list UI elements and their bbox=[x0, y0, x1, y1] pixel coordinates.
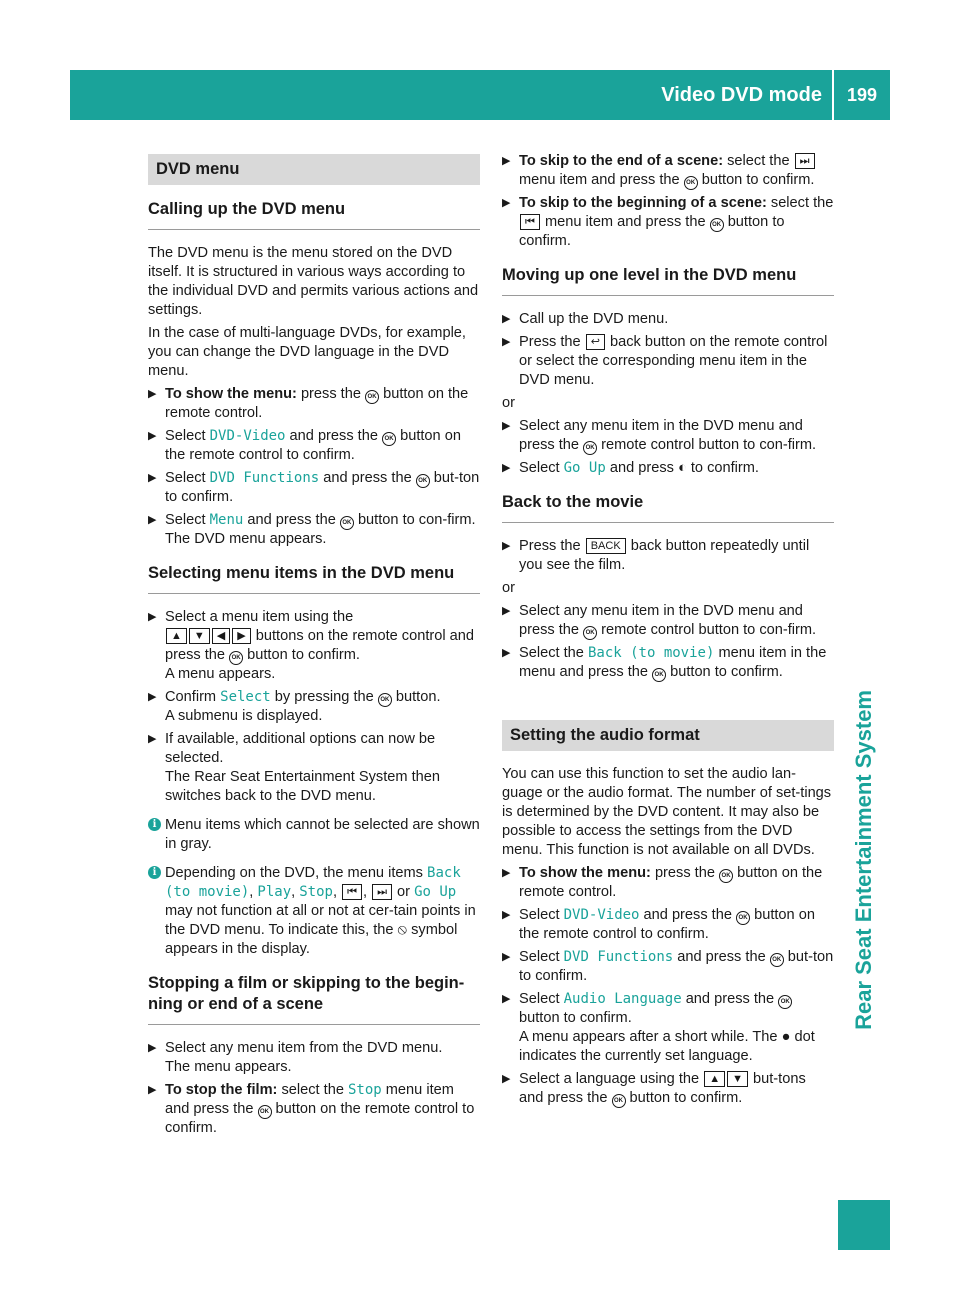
step-text: menu item and press the bbox=[519, 172, 684, 188]
step-text: but-ton to confirm. bbox=[165, 470, 480, 505]
arrow-icon: ▶ bbox=[148, 691, 157, 703]
step bbox=[502, 194, 834, 251]
step bbox=[502, 152, 834, 190]
step bbox=[148, 688, 480, 726]
arrow-icon: ▶ bbox=[148, 472, 157, 484]
step-text: to confirm. bbox=[686, 460, 759, 476]
step-text: and press the bbox=[285, 428, 383, 444]
ok-button-icon: OK bbox=[778, 995, 792, 1009]
arrow-icon: ▶ bbox=[148, 430, 157, 442]
step bbox=[502, 602, 834, 640]
menu-item-dvd-functions: DVD Functions bbox=[563, 949, 674, 965]
arrow-icon: ▶ bbox=[148, 388, 157, 400]
arrow-icon: ▶ bbox=[502, 1073, 511, 1085]
info-icon: i bbox=[148, 818, 161, 831]
dot-icon: ● bbox=[781, 1029, 791, 1045]
step-text: button on the remote control to confirm. bbox=[165, 1101, 475, 1136]
step-text: button to confirm. bbox=[519, 214, 785, 249]
ok-button-icon: OK bbox=[583, 626, 597, 640]
step-text: Select a menu item using the bbox=[165, 609, 354, 625]
left-arrow-key-icon: ◀ bbox=[212, 628, 230, 644]
step-result: A menu appears. bbox=[165, 666, 276, 682]
step-text: Select bbox=[519, 991, 564, 1007]
step-text: remote control button to con-firm. bbox=[597, 622, 817, 638]
step-text: and press the bbox=[243, 512, 340, 528]
arrow-icon: ▶ bbox=[148, 733, 157, 745]
step bbox=[502, 906, 834, 944]
step-text: press the bbox=[650, 865, 720, 881]
step bbox=[148, 469, 480, 507]
arrow-icon: ▶ bbox=[502, 420, 511, 432]
arrow-icon: ▶ bbox=[502, 951, 511, 963]
ok-button-icon: OK bbox=[736, 911, 750, 925]
page-header-title: Video DVD mode bbox=[661, 84, 822, 106]
step bbox=[502, 644, 834, 682]
next-track-icon: ⏭ bbox=[372, 884, 392, 900]
step-text: Press the bbox=[519, 334, 585, 350]
step-text: menu item and press the bbox=[165, 1082, 454, 1117]
prohibited-icon: ⦸ bbox=[397, 922, 408, 938]
step bbox=[148, 385, 480, 423]
heading-moving-up: Moving up one level in the DVD menu bbox=[502, 265, 834, 296]
step-text: Select any menu item in the DVD menu and press the bbox=[519, 418, 803, 453]
step bbox=[502, 333, 834, 390]
up-arrow-key-icon: ▲ bbox=[166, 628, 187, 644]
step-text: and press the bbox=[681, 991, 779, 1007]
next-track-icon: ⏭ bbox=[795, 153, 815, 169]
ok-button-icon: OK bbox=[710, 218, 724, 232]
step-text: remote control button to con-firm. bbox=[597, 437, 817, 453]
step-text: Press the bbox=[519, 538, 585, 554]
step-text: Select a language using the bbox=[519, 1071, 704, 1087]
up-arrow-key-icon: ▲ bbox=[704, 1071, 725, 1087]
previous-track-icon: ⏮ bbox=[520, 214, 540, 230]
ok-button-icon: OK bbox=[229, 651, 243, 665]
arrow-icon: ▶ bbox=[148, 514, 157, 526]
menu-item-dvd-video: DVD-Video bbox=[209, 428, 286, 444]
step-text: select the bbox=[766, 195, 834, 211]
menu-item-go-up: Go Up bbox=[563, 460, 606, 476]
step-text: button to confirm. bbox=[697, 172, 815, 188]
ok-button-icon: OK bbox=[365, 390, 379, 404]
step bbox=[502, 1070, 834, 1108]
step-text: Select bbox=[519, 949, 564, 965]
step bbox=[148, 608, 480, 684]
step-text: Select bbox=[519, 907, 564, 923]
ok-button-icon: OK bbox=[416, 474, 430, 488]
step-result: dot indicates the currently set language. bbox=[519, 1029, 815, 1064]
arrow-icon: ▶ bbox=[502, 605, 511, 617]
step-text: button to confirm. bbox=[519, 1010, 632, 1026]
page-number: 199 bbox=[846, 85, 878, 105]
menu-item-select: Select bbox=[220, 689, 271, 705]
step-text: button on the remote control. bbox=[165, 386, 469, 421]
step bbox=[148, 1039, 480, 1077]
step-bold: To skip to the beginning of a scene: bbox=[519, 195, 767, 211]
menu-item-audio-language: Audio Language bbox=[563, 991, 682, 1007]
step bbox=[502, 537, 834, 575]
arrow-icon: ▶ bbox=[148, 1084, 157, 1096]
step-text: and press the bbox=[639, 907, 737, 923]
step-bold: To stop the film: bbox=[165, 1082, 278, 1098]
step-text: and press the bbox=[319, 470, 416, 486]
step bbox=[148, 1081, 480, 1138]
arrow-icon: ▶ bbox=[502, 647, 511, 659]
ok-button-icon: OK bbox=[652, 668, 666, 682]
step-text: button to con-firm. bbox=[353, 512, 476, 528]
ok-button-icon: OK bbox=[340, 516, 354, 530]
previous-track-icon: ⏮ bbox=[342, 884, 362, 900]
arrow-icon: ▶ bbox=[148, 1042, 157, 1054]
step-text: by pressing the bbox=[270, 689, 378, 705]
step bbox=[502, 864, 834, 902]
step-text: If available, additional options can now be selected. bbox=[165, 731, 436, 766]
arrow-icon: ▶ bbox=[502, 993, 511, 1005]
menu-item-play: Play bbox=[257, 884, 292, 900]
info-text: or bbox=[397, 884, 415, 900]
down-arrow-key-icon: ▼ bbox=[727, 1071, 748, 1087]
step bbox=[148, 427, 480, 465]
ok-button-icon: OK bbox=[258, 1105, 272, 1119]
step-text: but-ton to confirm. bbox=[519, 949, 834, 984]
arrow-icon: ▶ bbox=[502, 197, 511, 209]
step-text: Select bbox=[165, 512, 210, 528]
step-bold: To skip to the end of a scene: bbox=[519, 153, 724, 169]
info-text: may not function at all or not at cer-tain points in the DVD menu. To indicate this, the bbox=[165, 903, 476, 938]
step-result: The Rear Seat Entertainment System then switches back to the DVD menu. bbox=[165, 769, 440, 804]
step-bold: To show the menu: bbox=[165, 386, 297, 402]
info-note bbox=[148, 816, 480, 854]
step-text: Select any menu item from the DVD menu. bbox=[165, 1040, 443, 1056]
step-text: Select bbox=[519, 460, 564, 476]
step-text: button to confirm. bbox=[243, 647, 360, 663]
ok-button-icon: OK bbox=[684, 176, 698, 190]
step-bold: To show the menu: bbox=[519, 865, 651, 881]
menu-item-go-up: Go Up bbox=[414, 884, 457, 900]
ok-button-icon: OK bbox=[612, 1094, 626, 1108]
info-text: Menu items which cannot be selected are shown in gray. bbox=[165, 817, 480, 852]
step bbox=[502, 948, 834, 986]
ok-button-icon: OK bbox=[719, 869, 733, 883]
back-key-icon: BACK bbox=[586, 538, 626, 554]
info-icon: i bbox=[148, 866, 161, 879]
heading-stopping: Stopping a film or skipping to the begin-ning or end of a scene bbox=[148, 973, 480, 1025]
or-text: or bbox=[502, 395, 515, 411]
step-text: and press the bbox=[673, 949, 770, 965]
step-text: and press bbox=[605, 460, 678, 476]
step-text: menu item and press the bbox=[540, 214, 710, 230]
right-column bbox=[502, 152, 834, 1112]
arrow-icon: ▶ bbox=[502, 313, 511, 325]
step-text: Select bbox=[165, 470, 210, 486]
menu-item-dvd-functions: DVD Functions bbox=[209, 470, 320, 486]
step-text: select the bbox=[723, 153, 794, 169]
step-text: Select the bbox=[519, 645, 588, 661]
step-text: button on the remote control to confirm. bbox=[519, 907, 815, 942]
heading-back-to-movie: Back to the movie bbox=[502, 492, 834, 523]
side-chapter-block bbox=[838, 1200, 890, 1250]
ok-button-icon: OK bbox=[382, 432, 396, 446]
step-text: button to confirm. bbox=[625, 1090, 743, 1106]
step-text: back button repeatedly until you see the film. bbox=[519, 538, 810, 573]
step-result: A menu appears after a short while. The bbox=[519, 1029, 782, 1045]
arrow-icon: ▶ bbox=[502, 540, 511, 552]
menu-item-stop: Stop bbox=[348, 1082, 382, 1098]
back-button-icon: ↩ bbox=[586, 334, 605, 350]
arrow-icon: ▶ bbox=[502, 909, 511, 921]
step-text: press the bbox=[296, 386, 366, 402]
paragraph: The DVD menu is the menu stored on the DVD itself. It is structured in various ways according to the individual DVD and permits various actions and settings. bbox=[148, 245, 479, 318]
step-text: button. bbox=[391, 689, 441, 705]
step-text: Select any menu item in the DVD menu and press the bbox=[519, 603, 803, 638]
step-result: A submenu is displayed. bbox=[165, 708, 323, 724]
step bbox=[148, 730, 480, 806]
info-note: i Depending on the DVD, the menu items Back (to movie), Play, Stop, ⏮ , ⏭ or Go Up may not function at all or not at cer-tain points in the DVD menu. To indicate this, the ⦸ symbol appears in the display. bbox=[148, 864, 480, 959]
right-arrow-key-icon: ▶ bbox=[232, 628, 250, 644]
menu-item-stop: Stop bbox=[299, 884, 333, 900]
step bbox=[502, 459, 834, 478]
step-result: The DVD menu appears. bbox=[165, 531, 327, 547]
ok-button-icon: OK bbox=[378, 693, 392, 707]
section-dvd-menu: DVD menu bbox=[148, 154, 480, 185]
arrow-icon: ▶ bbox=[148, 611, 157, 623]
step-text: button on the remote control. bbox=[519, 865, 823, 900]
section-audio-format: Setting the audio format bbox=[502, 720, 834, 751]
info-text: Depending on the DVD, the menu items bbox=[165, 865, 428, 881]
menu-item-back-to-movie: Back (to movie) bbox=[587, 645, 715, 661]
step-text: but-tons and press the bbox=[519, 1071, 806, 1106]
step-text: buttons on the remote control and press the bbox=[165, 628, 475, 663]
info-text: symbol appears in the display. bbox=[165, 922, 458, 957]
step-text: Select bbox=[165, 428, 210, 444]
arrow-icon: ▶ bbox=[502, 336, 511, 348]
heading-calling-up: Calling up the DVD menu bbox=[148, 199, 480, 230]
arrow-icon: ▶ bbox=[502, 867, 511, 879]
step-text: button on the remote control to confirm. bbox=[165, 428, 461, 463]
paragraph: In the case of multi-language DVDs, for example, you can change the DVD language in the DVD menu. bbox=[148, 325, 466, 379]
step bbox=[502, 990, 834, 1066]
step-result: The menu appears. bbox=[165, 1059, 292, 1075]
heading-selecting: Selecting menu items in the DVD menu bbox=[148, 563, 480, 594]
menu-item-back-to-movie: Back (to movie) bbox=[165, 865, 461, 900]
step bbox=[502, 417, 834, 455]
header-bar bbox=[70, 70, 890, 120]
left-column bbox=[148, 150, 480, 1142]
controller-knob-icon: ◐ bbox=[677, 460, 687, 476]
step bbox=[148, 511, 480, 549]
ok-button-icon: OK bbox=[583, 441, 597, 455]
step-text: select the bbox=[277, 1082, 348, 1098]
arrow-icon: ▶ bbox=[502, 155, 511, 167]
side-chapter-label: Rear Seat Entertainment System bbox=[851, 690, 876, 1030]
ok-button-icon: OK bbox=[770, 953, 784, 967]
arrow-icon: ▶ bbox=[502, 462, 511, 474]
menu-item-menu: Menu bbox=[209, 512, 244, 528]
step-text: button to confirm. bbox=[666, 664, 783, 680]
step-text: menu item in the menu and press the bbox=[519, 645, 827, 680]
menu-item-dvd-video: DVD-Video bbox=[563, 907, 640, 923]
or-text: or bbox=[502, 580, 515, 596]
step-text: Call up the DVD menu. bbox=[519, 311, 669, 327]
step-text: back button on the remote control or select the corresponding menu item in the DVD menu. bbox=[519, 334, 828, 388]
step-text: Confirm bbox=[165, 689, 221, 705]
paragraph: You can use this function to set the audio lan-guage or the audio format. The number of set-tings is determined by the DVD content. It may also be possible to access the settings from the DVD menu. This function is not available on all DVDs. bbox=[502, 766, 832, 858]
down-arrow-key-icon: ▼ bbox=[189, 628, 210, 644]
step bbox=[502, 310, 834, 329]
